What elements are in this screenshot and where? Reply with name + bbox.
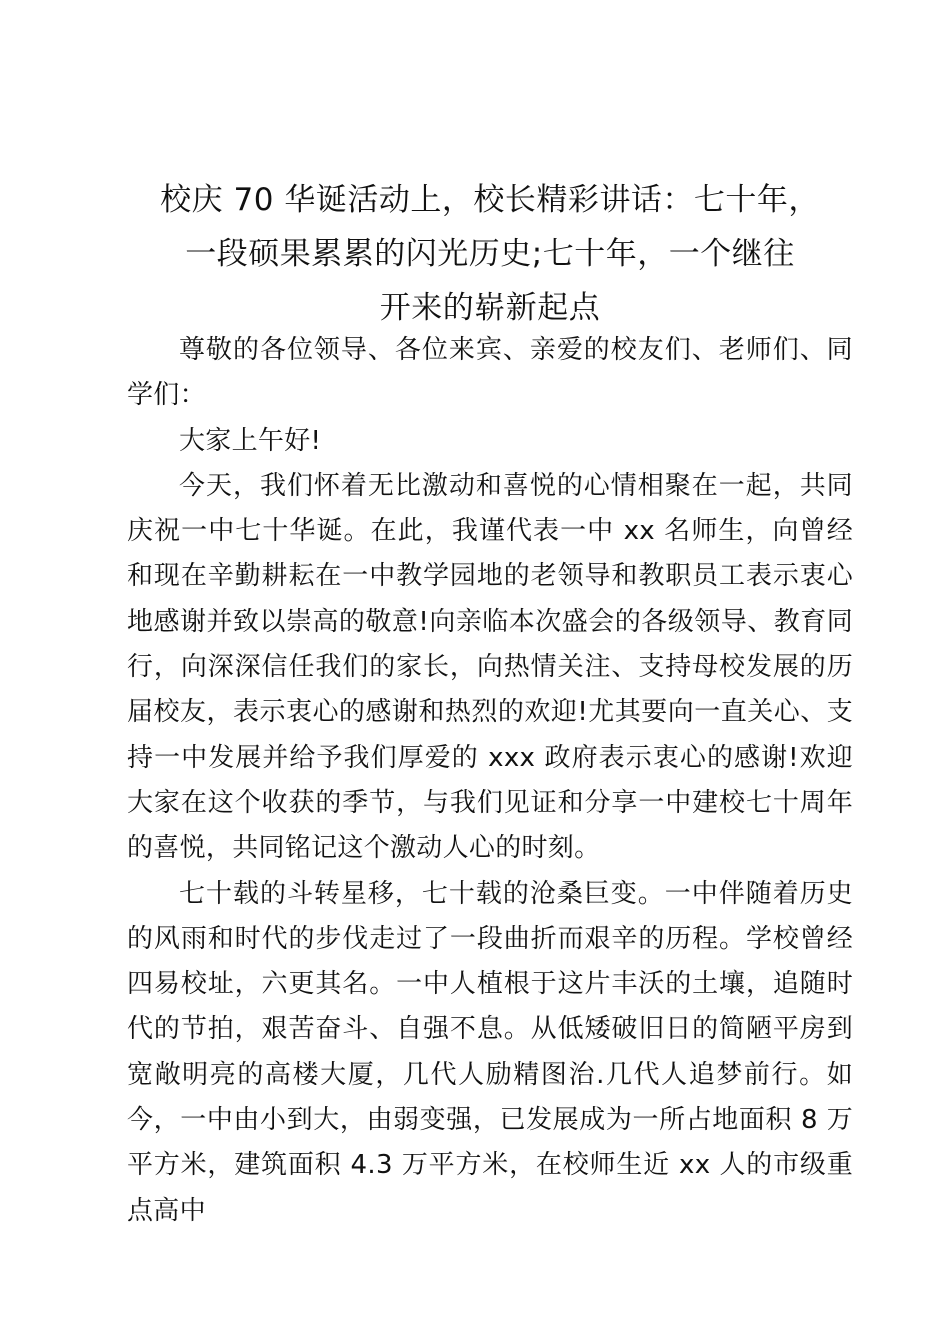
paragraph-welcome: 今天，我们怀着无比激动和喜悦的心情相聚在一起，共同庆祝一中七十华诞。在此，我谨代表一中 xx 名师生，向曾经和现在辛勤耕耘在一中教学园地的老领导和教职员工表示衷心地感谢并致以崇高的敬意!向亲临本次盛会的各级领导、教育同行，向深深信任我们的家长，向热情关注、支持母校发展的历届校友，表示衷心的感谢和热烈的欢迎!尤其要向一直关心、支持一中发展并给予我们厚爱的 xxx 政府表示衷心的感谢!欢迎大家在这个收获的季节，与我们见证和分享一中建校七十周年的喜悦，共同铭记这个激动人心的时刻。: [127, 470, 853, 864]
paragraph-history: 七十载的斗转星移，七十载的沧桑巨变。一中伴随着历史的风雨和时代的步伐走过了一段曲折而艰辛的历程。学校曾经四易校址，六更其名。一中人植根于这片丰沃的土壤，追随时代的节拍，艰苦奋斗、自强不息。从低矮破旧日的简陋平房到宽敞明亮的高楼大厦，几代人励精图治.几代人追梦前行。如今，一中由小到大，由弱变强，已发展成为一所占地面积 8 万平方米，建筑面积 4.3 万平方米，在校师生近 xx 人的市级重点高中: [127, 878, 853, 1226]
title-line-3: 开来的崭新起点: [379, 290, 601, 326]
paragraph-salutation: 尊敬的各位领导、各位来宾、亲爱的校友们、老师们、同学们：: [127, 335, 853, 411]
paragraph-greeting: 大家上午好!: [179, 425, 322, 456]
title-line-2: 一段硕果累累的闪光历史;七十年，一个继往: [185, 236, 795, 272]
title-line-1: 校庆 70 华诞活动上，校长精彩讲话：七十年，: [160, 182, 820, 218]
document-title: [118, 173, 862, 335]
document-body: [127, 328, 853, 1234]
